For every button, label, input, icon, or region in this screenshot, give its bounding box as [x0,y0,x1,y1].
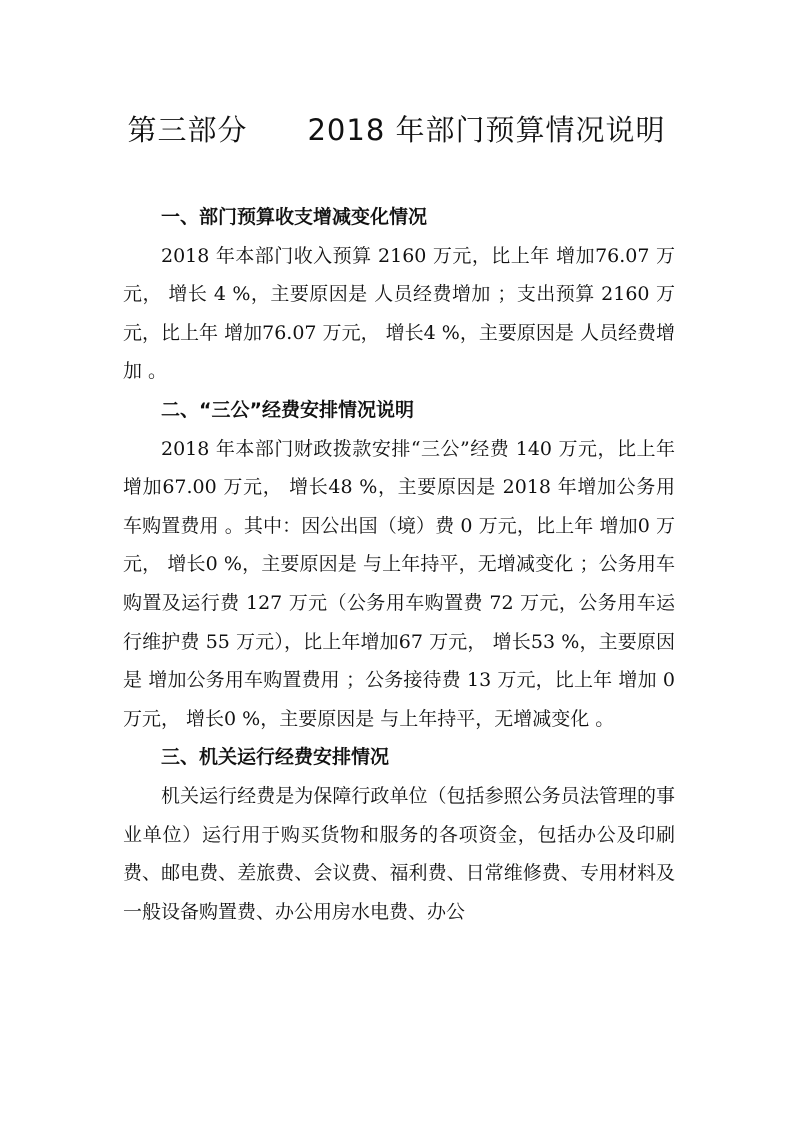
section-paragraph-three-public-expenses: 2018 年本部门财政拨款安排“三公”经费 140 万元，比上年 增加67.00 万元， 增长48 %，主要原因是 2018 年增加公务用车购置费用 。其中：因公出国（境）费 0 万元，比上年 增加0 万元， 增长0 %，主要原因是 与上年持平，无增减变化 ；公务用车购置及运行费 127 万元（公务用车购置费 72 万元，公务用车运行维护费 55 万元），比上年增加67 万元， 增长53 %，主要原因是 增加公务用车购置费用 ；公务接待费 13 万元，比上年 增加 0 万元， 增长0 %，主要原因是 与上年持平，无增减变化 。 [123,437,675,730]
section-heading-three-public-expenses: 二、“三公”经费安排情况说明 [161,398,414,421]
section-heading-budget-changes: 一、部门预算收支增减变化情况 [161,206,428,228]
section-paragraph-budget-changes: 2018 年本部门收入预算 2160 万元，比上年 增加76.07 万元， 增长 4 %，主要原因是 人员经费增加 ；支出预算 2160 万元，比上年 增加76.07 万元， 增长4 %，主要原因是 人员经费增加 。 [123,244,675,383]
section-paragraph-operating-expenses: 机关运行经费是为保障行政单位（包括参照公务员法管理的事业单位）运行用于购买货物和服务的各项资金，包括办公及印刷费、邮电费、差旅费、会议费、福利费、日常维修费、专用材料及一般设备购置费、办公用房水电费、办公 [123,784,675,923]
page-title: 第三部分 2018 年部门预算情况说明 [127,113,666,147]
document-body [123,198,675,931]
section-heading-operating-expenses: 三、机关运行经费安排情况 [161,746,390,769]
